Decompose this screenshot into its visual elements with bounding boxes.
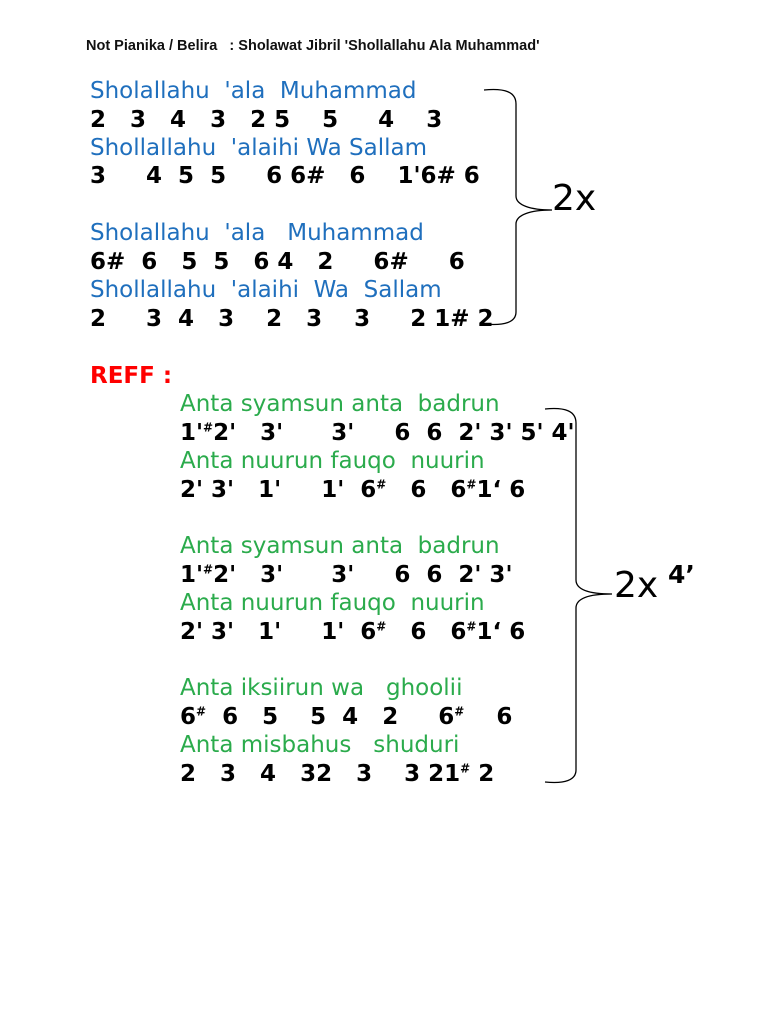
reff-notes-4: 2' 3' 1' 1' 6# 6 6#1‘ 6	[180, 619, 526, 645]
reff-lyric-1: Anta syamsun anta badrun	[180, 391, 500, 417]
reff-trailing-note: 4’	[668, 560, 695, 589]
verse-notes-1: 2 3 4 3 2 5 5 4 3	[90, 107, 443, 133]
page-title: Not Pianika / Belira : Sholawat Jibril 'Shollallahu Ala Muhammad'	[86, 38, 540, 54]
reff-notes-6: 2 3 4 32 3 3 21# 2	[180, 761, 495, 787]
reff-notes-3: 1'#2' 3' 3' 6 6 2' 3'	[180, 562, 513, 588]
reff-notes-2: 2' 3' 1' 1' 6# 6 6#1‘ 6	[180, 477, 526, 503]
verse-lyric-3: Sholallahu 'ala Muhammad	[90, 220, 424, 246]
reff-lyric-3: Anta syamsun anta badrun	[180, 533, 500, 559]
reff-lyric-6: Anta misbahus shuduri	[180, 732, 460, 758]
reff-lyric-4: Anta nuurun fauqo nuurin	[180, 590, 485, 616]
reff-repeat-marker: 2x	[614, 565, 659, 606]
reff-label: REFF :	[90, 363, 173, 389]
verse-lyric-4: Shollallahu 'alaihi Wa Sallam	[90, 277, 442, 303]
reff-lyric-2: Anta nuurun fauqo nuurin	[180, 448, 485, 474]
verse-lyric-2: Shollallahu 'alaihi Wa Sallam	[90, 135, 427, 161]
verse-brace	[484, 90, 552, 325]
reff-brace	[545, 409, 612, 783]
verse-repeat-marker: 2x	[552, 178, 597, 219]
verse-notes-2: 3 4 5 5 6 6# 6 1'6# 6	[90, 163, 480, 189]
reff-notes-5: 6# 6 5 5 4 2 6# 6	[180, 704, 513, 730]
verse-notes-4: 2 3 4 3 2 3 3 2 1# 2	[90, 306, 494, 332]
verse-lyric-1: Sholallahu 'ala Muhammad	[90, 78, 417, 104]
verse-notes-3: 6# 6 5 5 6 4 2 6# 6	[90, 249, 465, 275]
reff-notes-1: 1'#2' 3' 3' 6 6 2' 3' 5' 4'	[180, 420, 575, 446]
reff-lyric-5: Anta iksiirun wa ghoolii	[180, 675, 463, 701]
